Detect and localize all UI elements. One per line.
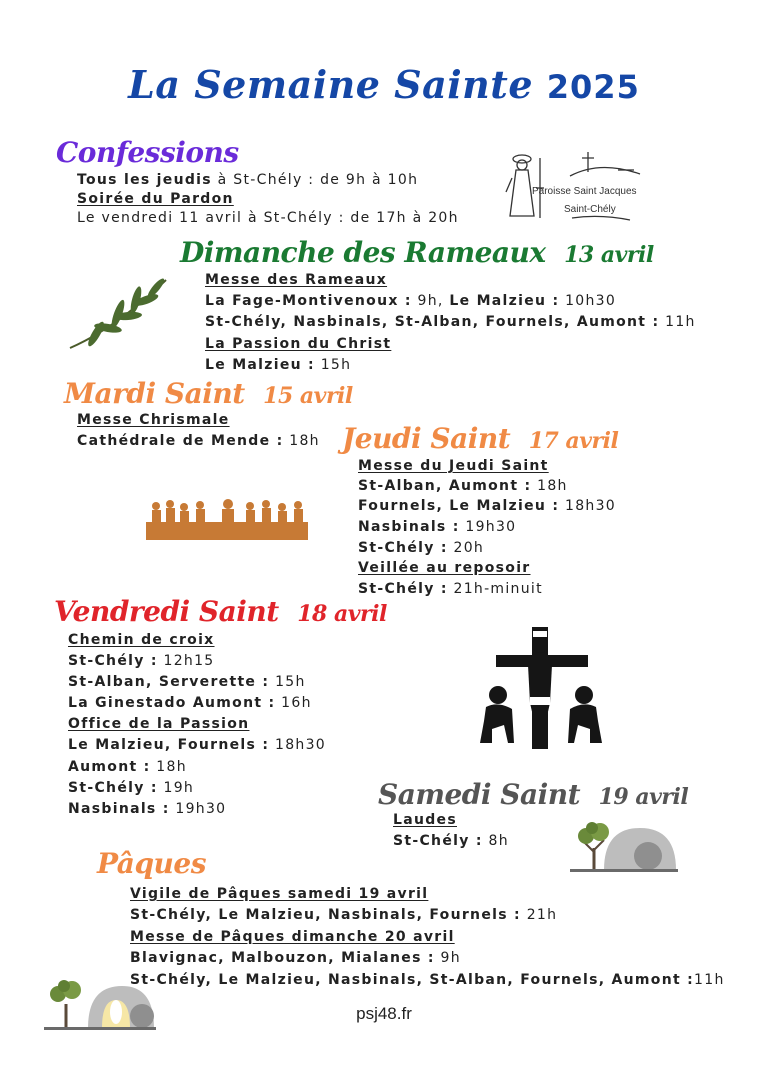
confessions-line-3: Le vendredi 11 avril à St-Chély : de 17h à 20h — [77, 210, 459, 226]
mardi-line-1: Cathédrale de Mende : 18h — [77, 433, 320, 449]
vendredi-sub-2: Office de la Passion — [68, 716, 250, 732]
rameaux-line-1: La Fage-Montivenoux : 9h, Le Malzieu : 10h30 — [205, 293, 617, 309]
jeudi-line-2: Fournels, Le Malzieu : 18h30 — [358, 498, 616, 514]
tomb-icon — [570, 822, 680, 878]
rameaux-heading: Dimanche des Rameaux 13 avril — [180, 236, 654, 269]
vendredi-line-6: St-Chély : 19h — [68, 780, 195, 796]
vendredi-line-5: Aumont : 18h — [68, 759, 187, 775]
jeudi-line-5: St-Chély : 21h-minuit — [358, 581, 543, 597]
mardi-heading: Mardi Saint 15 avril — [64, 377, 353, 410]
olive-branch-icon — [66, 278, 170, 356]
vendredi-line-1: St-Chély : 12h15 — [68, 653, 215, 669]
last-supper-icon — [146, 498, 308, 544]
logo-line-2: Saint-Chély — [564, 204, 616, 215]
jeudi-sub-1: Messe du Jeudi Saint — [358, 458, 549, 474]
logo-line-1: Paroisse Saint Jacques — [532, 186, 637, 197]
paques-sub-1: Vigile de Pâques samedi 19 avril — [130, 886, 429, 902]
vendredi-line-4: Le Malzieu, Fournels : 18h30 — [68, 737, 326, 753]
paques-line-3: St-Chély, Le Malzieu, Nasbinals, St-Alban, Fournels, Aumont :11h — [130, 972, 725, 988]
jeudi-line-3: Nasbinals : 19h30 — [358, 519, 517, 535]
jeudi-line-4: St-Chély : 20h — [358, 540, 485, 556]
jeudi-heading: Jeudi Saint 17 avril — [342, 422, 619, 455]
rameaux-sub-1: Messe des Rameaux — [205, 272, 388, 288]
vendredi-line-7: Nasbinals : 19h30 — [68, 801, 227, 817]
mardi-sub-1: Messe Chrismale — [77, 412, 230, 428]
footer-website[interactable]: psj48.fr — [356, 1004, 412, 1023]
vendredi-line-2: St-Alban, Serverette : 15h — [68, 674, 306, 690]
confessions-soiree: Soirée du Pardon — [77, 191, 234, 207]
paques-heading: Pâques — [97, 847, 206, 880]
rameaux-line-3: Le Malzieu : 15h — [205, 357, 352, 373]
samedi-line-1: St-Chély : 8h — [393, 833, 509, 849]
title-year: 2025 — [546, 68, 640, 106]
confessions-line-1: Tous les jeudis à St-Chély : de 9h à 10h — [77, 172, 419, 188]
parish-logo — [500, 148, 670, 228]
rameaux-sub-2: La Passion du Christ — [205, 336, 392, 352]
jeudi-line-1: St-Alban, Aumont : 18h — [358, 478, 568, 494]
vendredi-sub-1: Chemin de croix — [68, 632, 215, 648]
vendredi-heading: Vendredi Saint 18 avril — [54, 595, 387, 628]
samedi-heading: Samedi Saint 19 avril — [378, 778, 689, 811]
page-title — [0, 62, 768, 107]
crucifix-icon — [478, 625, 604, 755]
jeudi-sub-2: Veillée au reposoir — [358, 560, 531, 576]
paques-line-2: Blavignac, Malbouzon, Mialanes : 9h — [130, 950, 461, 966]
vendredi-line-3: La Ginestado Aumont : 16h — [68, 695, 312, 711]
paques-sub-2: Messe de Pâques dimanche 20 avril — [130, 929, 455, 945]
paques-line-1: St-Chély, Le Malzieu, Nasbinals, Fournels : 21h — [130, 907, 558, 923]
title-main: La Semaine Sainte — [128, 62, 534, 107]
confessions-heading: Confessions — [56, 136, 239, 169]
rameaux-line-2: St-Chély, Nasbinals, St-Alban, Fournels, Aumont : 11h — [205, 314, 696, 330]
samedi-sub-1: Laudes — [393, 812, 457, 828]
